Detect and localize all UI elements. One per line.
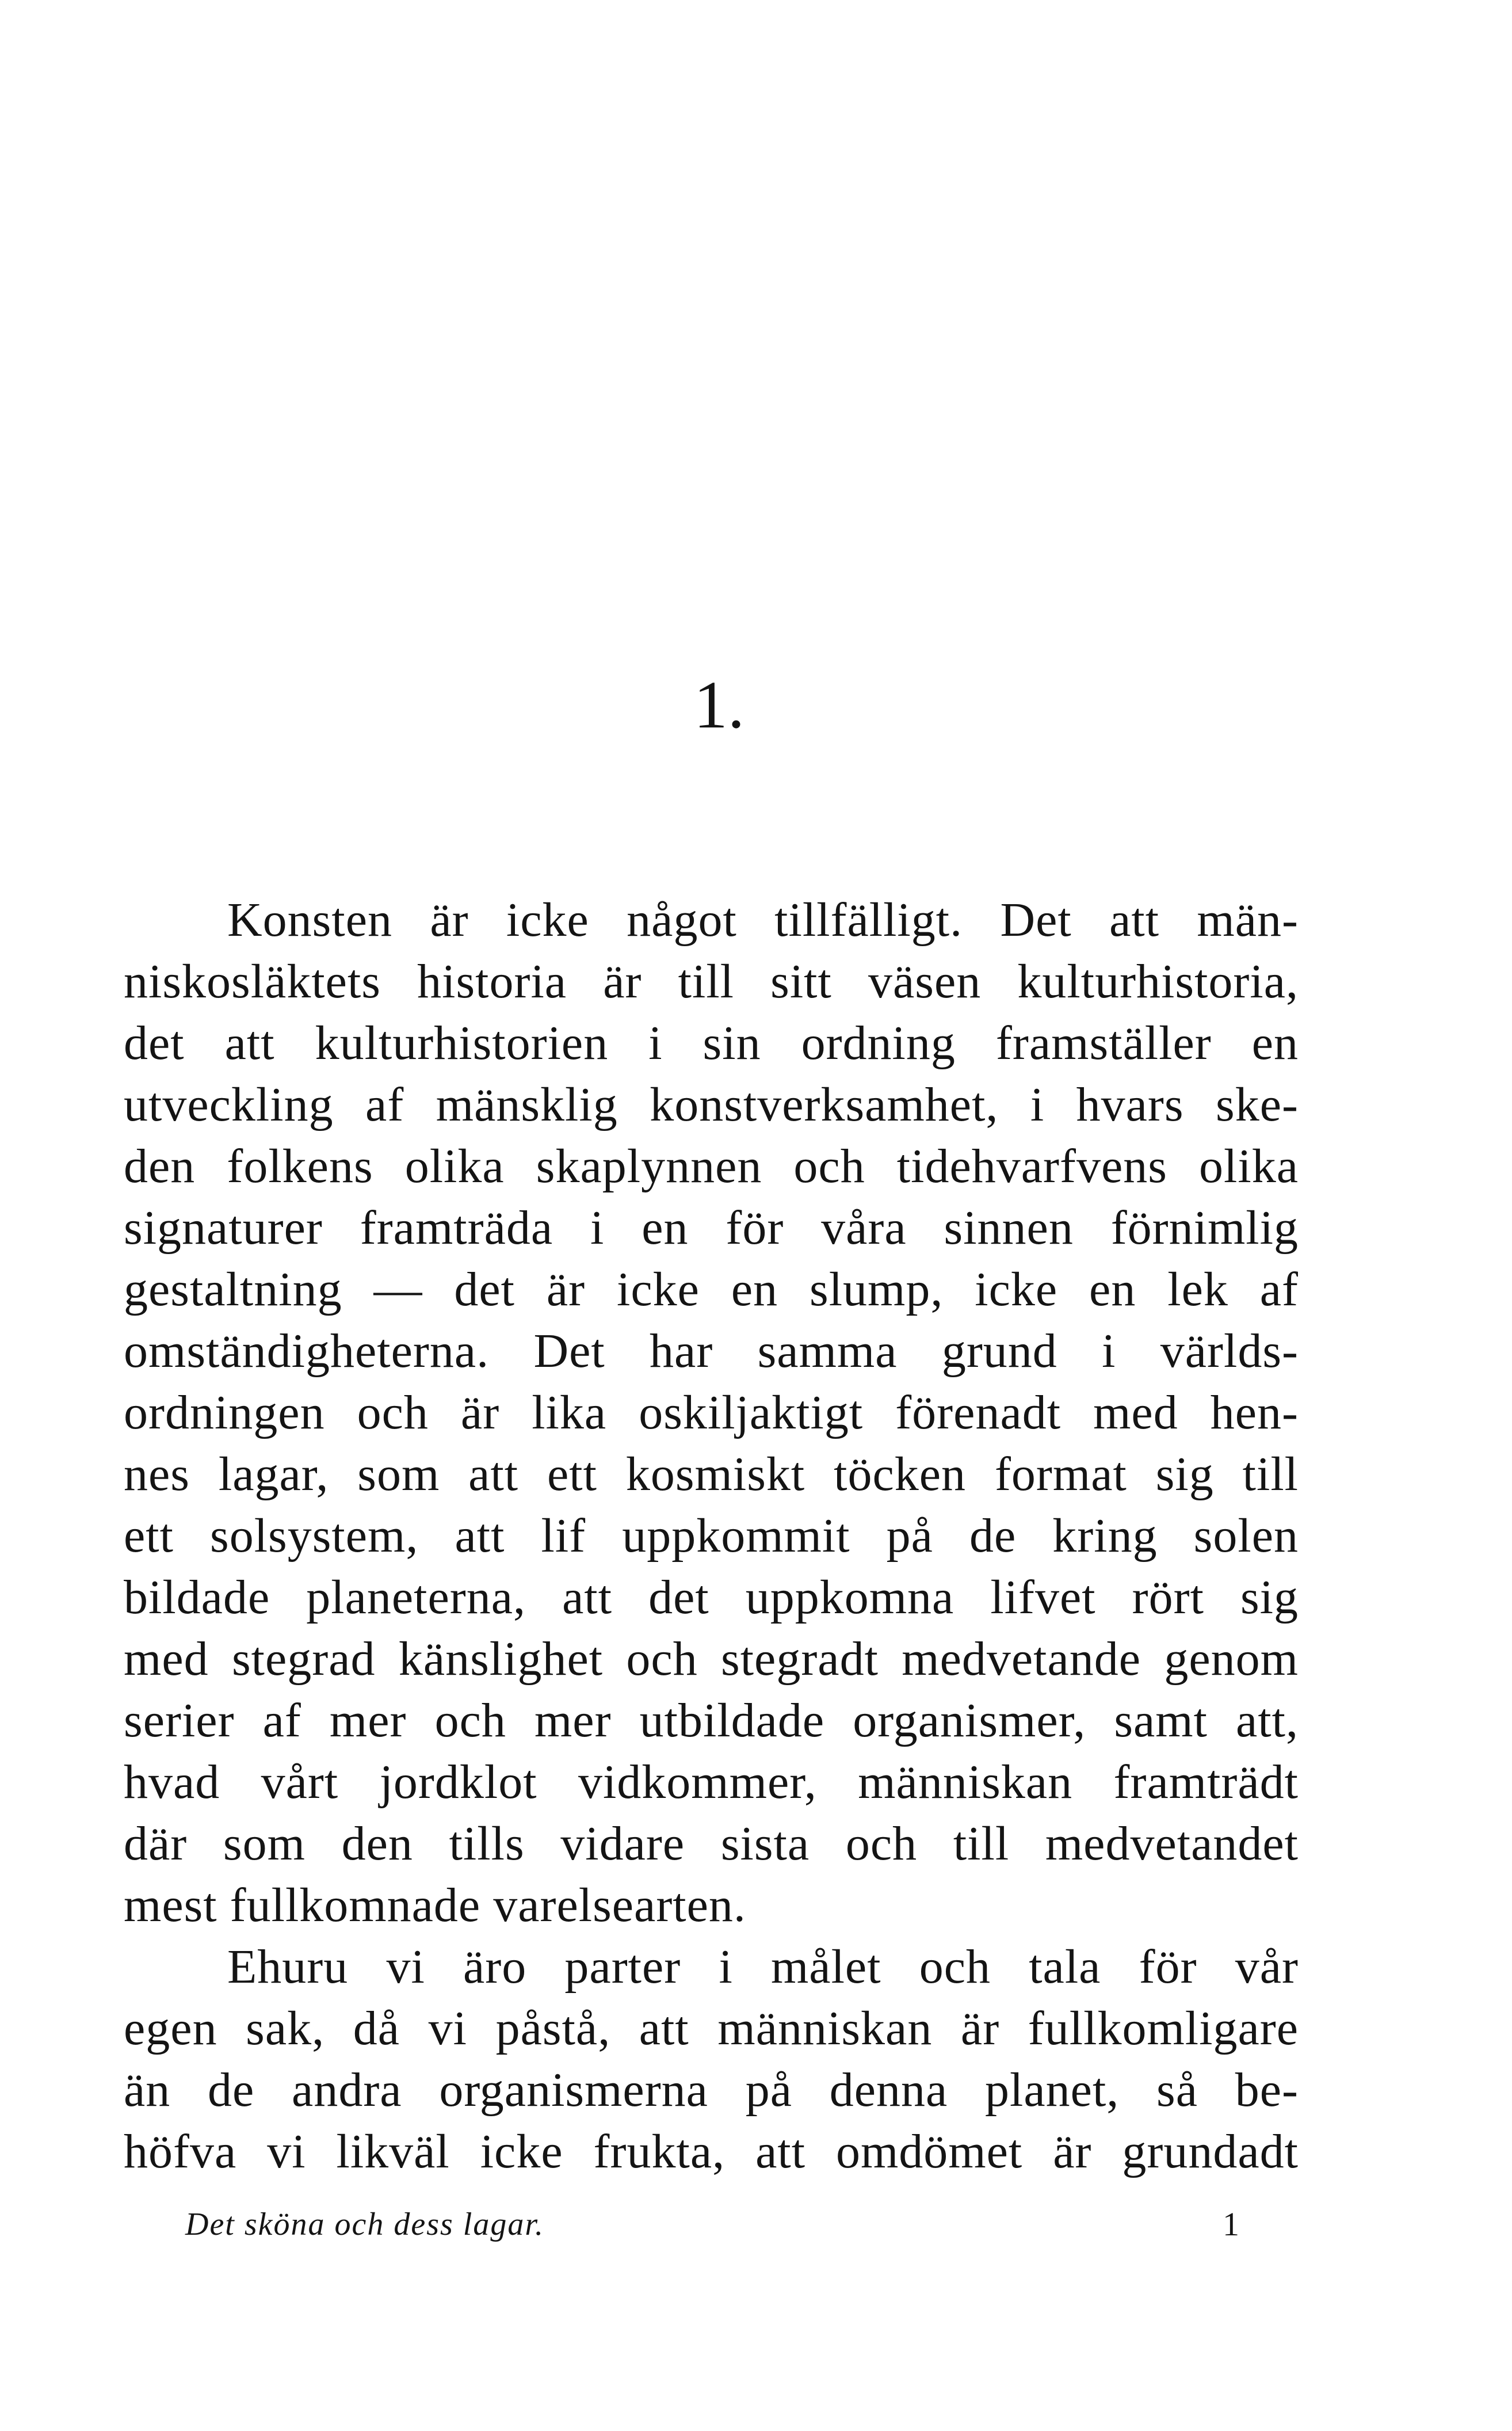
text-line: med stegrad känslighet och stegradt medvetande genom bbox=[124, 1632, 1299, 1686]
text-line: nes lagar, som att ett kosmiskt töcken format sig till bbox=[124, 1447, 1299, 1501]
text-line: Konsten är icke något tillfälligt. Det att män- bbox=[227, 893, 1299, 947]
text-line: omständigheterna. Det har samma grund i världs- bbox=[124, 1324, 1299, 1378]
text-line: ordningen och är lika oskiljaktigt förenadt med hen- bbox=[124, 1386, 1299, 1439]
text-line: signaturer framträda i en för våra sinnen förnimlig bbox=[124, 1201, 1299, 1255]
text-line: höfva vi likväl icke frukta, att omdömet är grundadt bbox=[124, 2125, 1299, 2178]
chapter-number: 1. bbox=[693, 667, 745, 742]
text-line: det att kulturhistorien i sin ordning framställer en bbox=[124, 1016, 1299, 1070]
footer-title: Det sköna och dess lagar. bbox=[185, 2207, 544, 2242]
text-line: mest fullkomnade varelsearten. bbox=[124, 1879, 746, 1932]
text-line: bildade planeterna, att det uppkomna lifvet rört sig bbox=[124, 1571, 1299, 1624]
text-line: ett solsystem, att lif uppkommit på de kring solen bbox=[124, 1509, 1299, 1563]
text-line: där som den tills vidare sista och till medvetandet bbox=[124, 1817, 1299, 1870]
text-line: utveckling af mänsklig konstverksamhet, i hvars ske- bbox=[124, 1078, 1299, 1131]
text-line: serier af mer och mer utbildade organismer, samt att, bbox=[124, 1694, 1299, 1747]
text-line: Ehuru vi äro parter i målet och tala för vår bbox=[227, 1940, 1299, 1994]
text-line: egen sak, då vi påstå, att människan är fullkomligare bbox=[124, 2002, 1299, 2055]
text-line: hvad vårt jordklot vidkommer, människan framträdt bbox=[124, 1755, 1299, 1809]
text-line: niskosläktets historia är till sitt väsen kulturhistoria, bbox=[124, 955, 1299, 1008]
signature-mark: 1 bbox=[1223, 2205, 1239, 2243]
text-line: den folkens olika skaplynnen och tidehvarfvens olika bbox=[124, 1140, 1299, 1193]
text-line: än de andra organismerna på denna planet, så be- bbox=[124, 2063, 1299, 2117]
text-line: gestaltning — det är icke en slump, icke en lek af bbox=[124, 1263, 1299, 1316]
